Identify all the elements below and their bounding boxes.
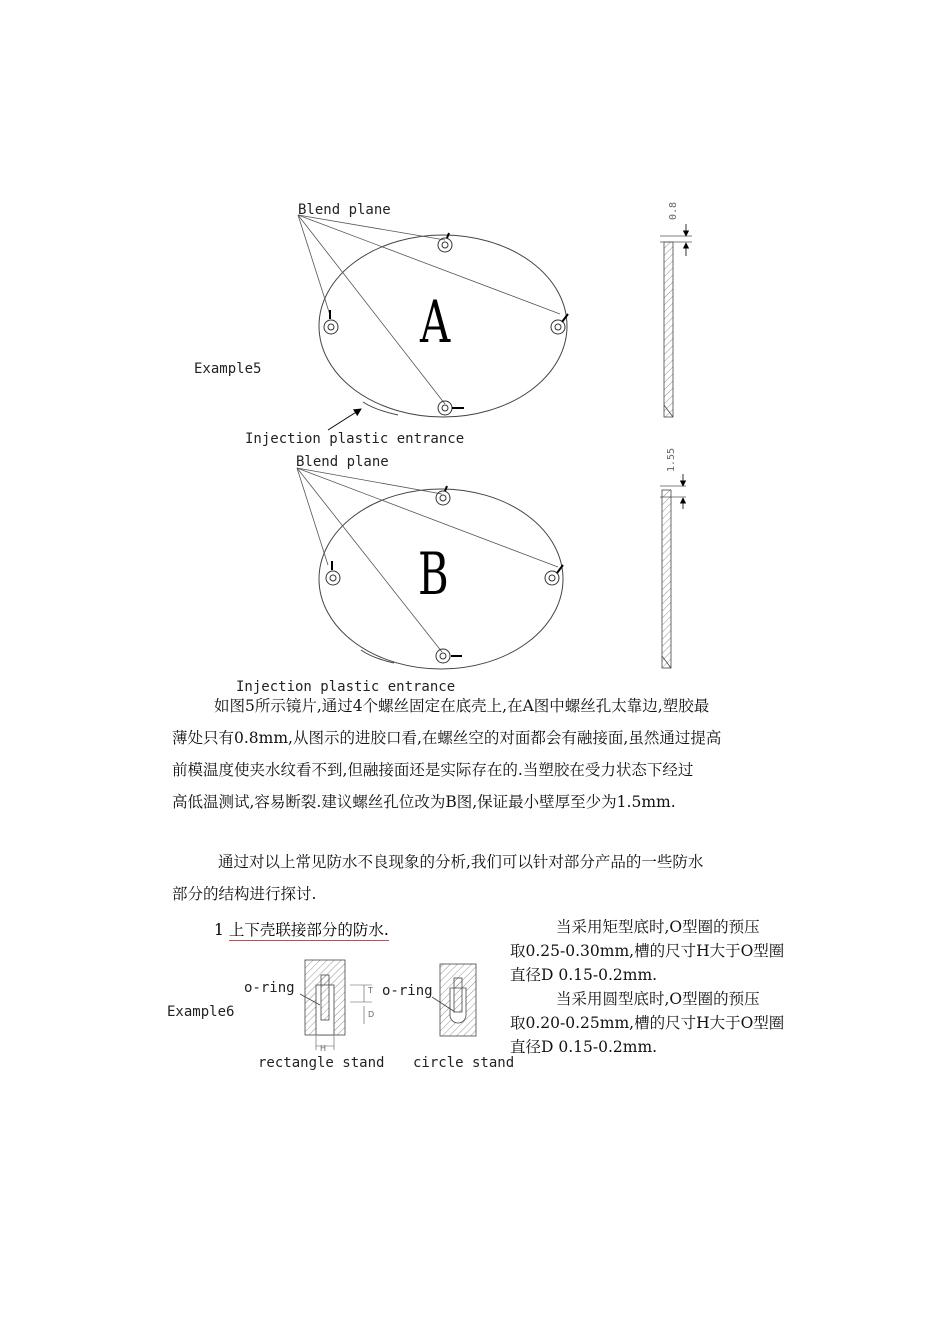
rect-stand-caption: rectangle stand	[258, 1055, 385, 1071]
side-note-line: 当采用圆型底时,O型圈的预压	[556, 990, 760, 1008]
section-1-number: 1	[214, 921, 224, 939]
dimension-h-label: H	[320, 1044, 327, 1053]
part-b-drawing	[297, 468, 686, 669]
paragraph-1-line: 薄处只有0.8mm,从图示的进胶口看,在螺丝空的对面都会有融接面,虽然通过提高	[172, 729, 722, 747]
dimension-a-label: 0.8	[668, 201, 679, 220]
paragraph-2-line: 部分的结构进行探讨.	[172, 885, 317, 903]
part-a-injection-arrow	[328, 409, 361, 430]
side-note-line: 取0.25-0.30mm,槽的尺寸H大于O型圈	[510, 942, 785, 960]
example6-label: Example6	[167, 1004, 235, 1020]
side-note-line: 取0.20-0.25mm,槽的尺寸H大于O型圈	[510, 1014, 785, 1032]
dimension-t-label: T	[368, 986, 373, 995]
blend-plane-label-a: Blend plane	[298, 202, 391, 218]
paragraph-1	[172, 690, 721, 818]
section-1-heading	[214, 920, 389, 940]
part-a-gate	[363, 402, 398, 415]
part-a-drawing	[298, 215, 692, 430]
dimension-b-label: 1.55	[666, 447, 677, 472]
side-note-line: 直径D 0.15-0.2mm.	[510, 966, 658, 984]
injection-label-b: Injection plastic entrance	[236, 679, 456, 695]
section-1-title: 上下壳联接部分的防水.	[228, 921, 389, 939]
paragraph-2	[172, 846, 703, 910]
paragraph-1-line: 如图5所示镜片,通过4个螺丝固定在底壳上,在A图中螺丝孔太靠边,塑胶最	[214, 697, 710, 715]
blend-plane-label-b: Blend plane	[296, 454, 389, 470]
part-b-section	[660, 474, 686, 668]
paragraph-1-line: 前模温度使夹水纹看不到,但融接面还是实际存在的.当塑胶在受力状态下经过	[172, 761, 694, 779]
paragraph-1-line: 高低温测试,容易断裂.建议螺丝孔位改为B图,保证最小壁厚至少为1.5mm.	[172, 793, 676, 811]
oring-label-rect: o-ring	[244, 980, 295, 996]
figure6-circle-stand	[432, 964, 476, 1036]
figure6-rect-stand	[300, 960, 375, 1050]
oring-label-circle: o-ring	[382, 983, 433, 999]
part-b-gate	[361, 650, 394, 663]
circle-stand-caption: circle stand	[413, 1055, 515, 1071]
part-b-letter: B	[418, 540, 449, 608]
side-notes	[510, 915, 784, 1059]
side-note-line: 当采用矩型底时,O型圈的预压	[556, 918, 760, 936]
paragraph-2-line: 通过对以上常见防水不良现象的分析,我们可以针对部分产品的一些防水	[218, 853, 704, 871]
dimension-d-label: D	[368, 1010, 375, 1019]
example5-label: Example5	[194, 361, 262, 377]
injection-label-a: Injection plastic entrance	[245, 431, 465, 447]
side-note-line: 直径D 0.15-0.2mm.	[510, 1038, 658, 1056]
part-a-section	[660, 224, 692, 417]
part-a-letter: A	[420, 288, 451, 356]
